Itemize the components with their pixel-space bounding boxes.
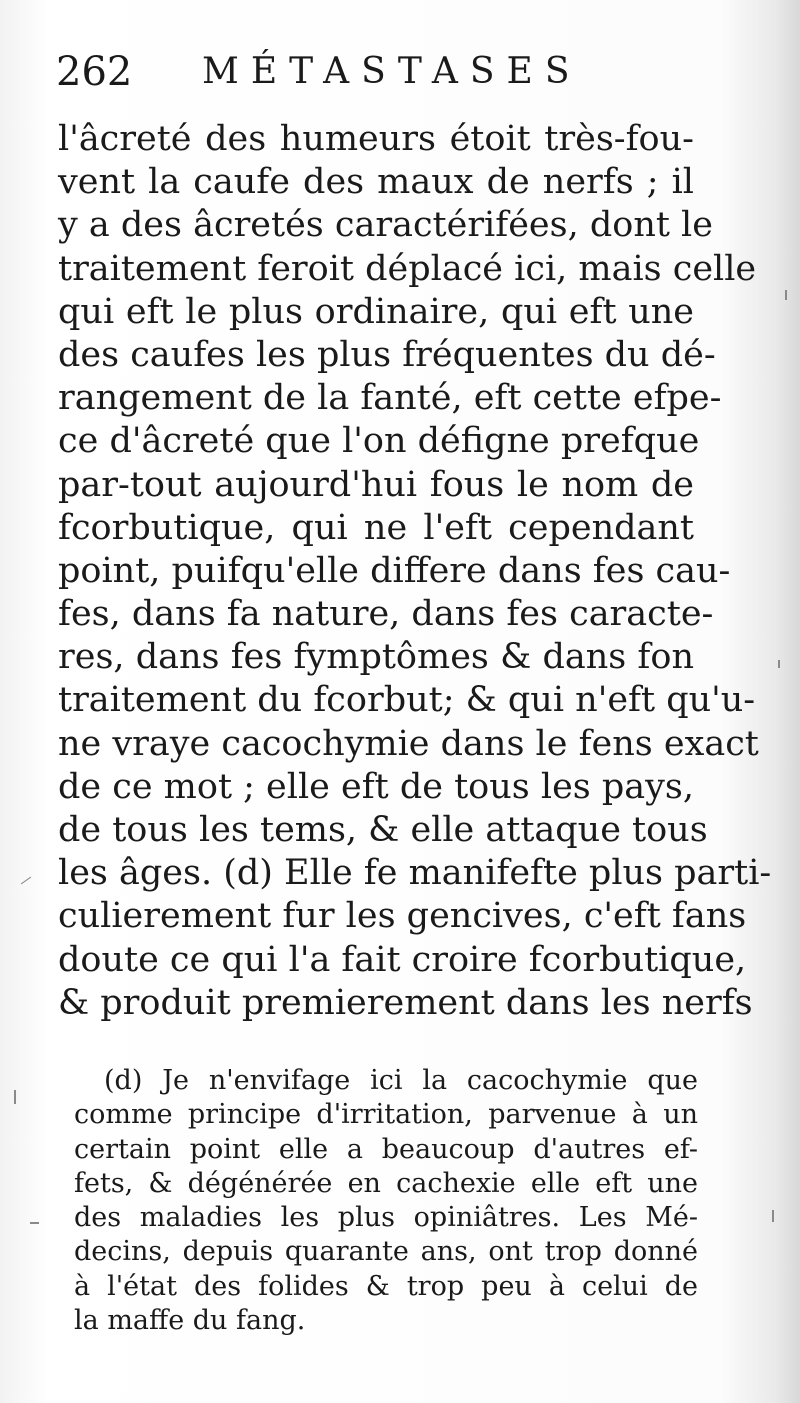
paper-speck [778,660,780,668]
text-line: traitement feroit déplacé ici, mais celle [58,248,757,289]
main-text [58,118,772,1025]
paper-speck [785,290,787,300]
text-line: vent la caufe des maux de nerfs ; il [58,162,694,203]
text-line: traitement du fcorbut; & qui n'eft qu'u- [58,680,756,721]
paper-speck [772,1210,774,1222]
text-line: rangement de la fanté, eft cette efpe- [58,378,722,419]
text-line: de ce mot ; elle eft de tous les pays, [58,766,694,807]
text-line: qui eft le plus ordinaire, qui eft une [58,291,694,332]
text-line: doute ce qui l'a fait croire fcorbutique, [58,939,747,980]
paper-speck [14,1090,16,1104]
text-line: ne vraye cacochymie dans le fens exact [58,723,759,764]
text-line: fcorbutique, qui ne l'eft cependant [58,507,694,548]
text-line: culierement fur les gencives, c'eft fans [58,896,747,937]
footnote-line: fets, & dégénérée en cachexie elle eft une [74,1167,698,1199]
running-title: MÉTASTASES [202,51,582,92]
footnote-line: decins, depuis quarante ans, ont trop donné [74,1236,698,1268]
footnote-line: la maffe du fang. [74,1305,306,1337]
text-line: y a des âcretés caractérifées, dont le [58,205,713,246]
text-line: ce d'âcreté que l'on défigne prefque [58,421,700,462]
text-line: point, puifqu'elle differe dans fes cau- [58,550,731,591]
footnote-line: comme principe d'irritation, parvenue à un [74,1099,698,1131]
text-line: & produit premierement dans les nerfs [58,982,753,1023]
footnote-line: certain point elle a beaucoup d'autres ef- [74,1133,698,1165]
text-line: de tous les tems, & elle attaque tous [58,810,708,850]
text-line: par-tout aujourd'hui fous le nom de [58,464,694,505]
footnote [74,1064,698,1338]
footnote-line: à l'état des folides & trop peu à celui de [74,1270,698,1302]
footnote-line: des maladies les plus opiniâtres. Les Mé- [74,1202,698,1234]
page-number: 262 [56,49,133,95]
text-line: res, dans fes fymptômes & dans fon [58,637,694,678]
paper-speck [21,877,31,885]
page-header [56,42,756,102]
footnote-line: (d) Je n'envifage ici la cacochymie que [104,1065,698,1096]
text-line: les âges. (d) Elle fe manifefte plus parti- [58,853,772,894]
text-line: fes, dans fa nature, dans fes caracte- [58,594,714,635]
text-line: l'âcreté des humeurs étoit très-fou- [58,119,694,159]
paper-speck [30,1222,39,1224]
text-line: des caufes les plus fréquentes du dé- [58,334,716,375]
